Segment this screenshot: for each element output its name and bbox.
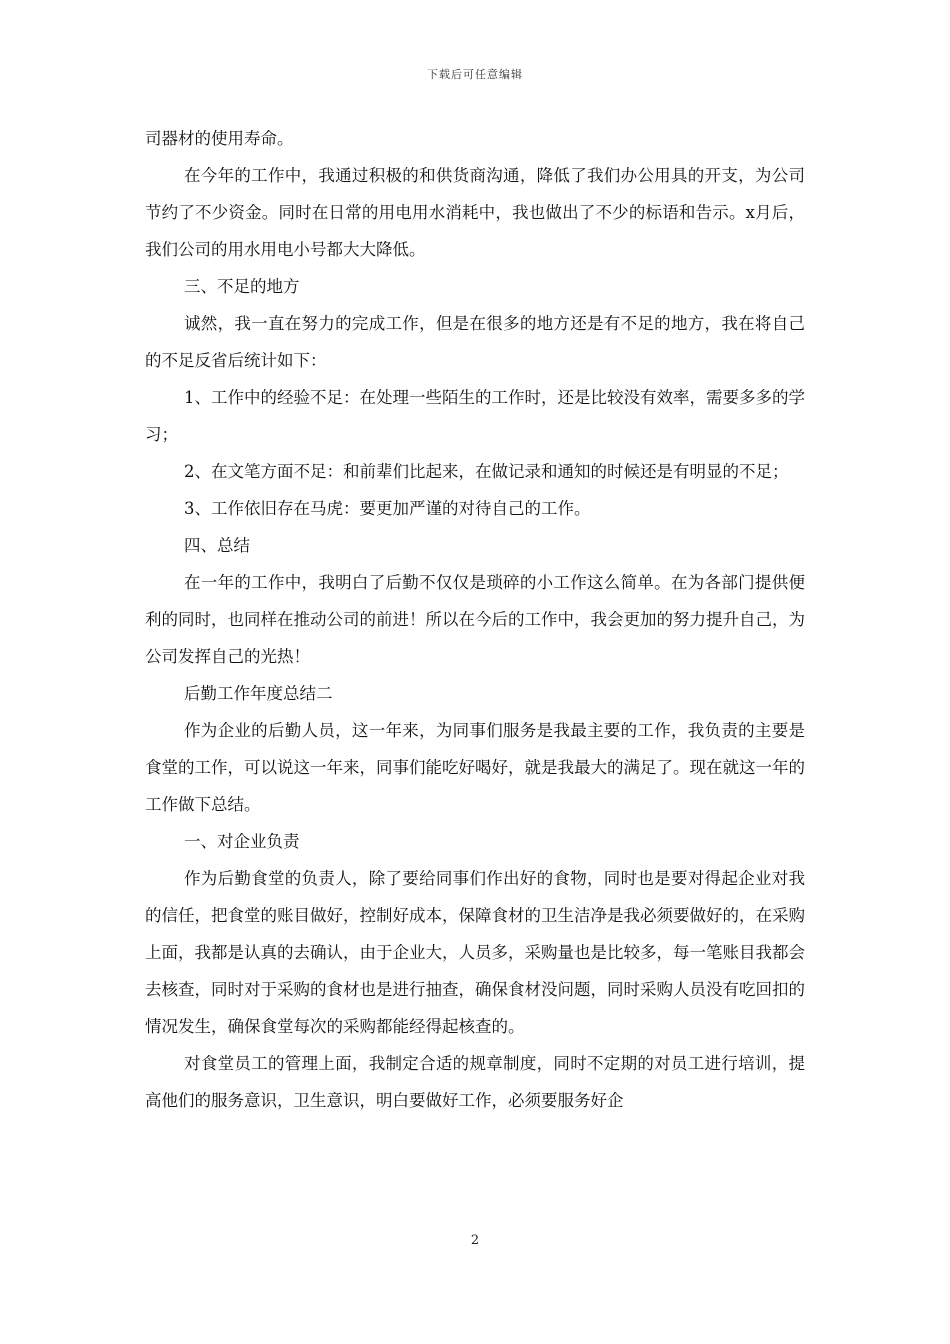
section-heading-3: 三、不足的地方 [184, 277, 300, 296]
document-body [145, 120, 805, 1119]
paragraph-4: 诚然，我一直在努力的完成工作，但是在很多的地方还是有不足的地方，我在将自己的不足反省后统计如下： [145, 314, 805, 370]
list-item-1: 1、工作中的经验不足：在处理一些陌生的工作时，还是比较没有效率，需要多多的学习； [145, 388, 805, 444]
page-number: 2 [470, 1233, 480, 1248]
list-item-3: 3、工作依旧存在马虎：要更加严谨的对待自己的工作。 [184, 499, 591, 518]
section-heading-1: 一、对企业负责 [184, 832, 300, 851]
paragraph-summary: 在一年的工作中，我明白了后勤不仅仅是琐碎的小工作这么简单。在为各部门提供便利的同时，也同样在推动公司的前进！所以在今后的工作中，我会更加的努力提升自己，为公司发挥自己的光热！ [145, 573, 805, 666]
paragraph-1: 司器材的使用寿命。 [145, 129, 294, 148]
document-subtitle: 后勤工作年度总结二 [184, 684, 333, 703]
paragraph-intro: 作为企业的后勤人员，这一年来，为同事们服务是我最主要的工作，我负责的主要是食堂的工作，可以说这一年来，同事们能吃好喝好，就是我最大的满足了。现在就这一年的工作做下总结。 [145, 721, 805, 814]
paragraph-canteen: 作为后勤食堂的负责人，除了要给同事们作出好的食物，同时也是要对得起企业对我的信任，把食堂的账目做好，控制好成本，保障食材的卫生洁净是我必须要做好的，在采购上面，我都是认真的去确认，由于企业大，人员多，采购量也是比较多，每一笔账目我都会去核查，同时对于采购的食材也是进行抽查，确保食材没问题，同时采购人员没有吃回扣的情况发生，确保食堂每次的采购都能经得起核查的。 [145, 869, 805, 1036]
section-heading-4: 四、总结 [184, 536, 250, 555]
paragraph-staff: 对食堂员工的管理上面，我制定合适的规章制度，同时不定期的对员工进行培训，提高他们的服务意识，卫生意识，明白要做好工作，必须要服务好企 [145, 1054, 805, 1110]
page-header: 下载后可任意编辑 [427, 68, 523, 81]
list-item-2: 2、在文笔方面不足：和前辈们比起来，在做记录和通知的时候还是有明显的不足； [184, 462, 789, 481]
paragraph-2: 在今年的工作中，我通过积极的和供货商沟通，降低了我们办公用具的开支，为公司节约了不少资金。同时在日常的用电用水消耗中，我也做出了不少的标语和告示。x月后，我们公司的用水用电小号都大大降低。 [145, 166, 805, 259]
